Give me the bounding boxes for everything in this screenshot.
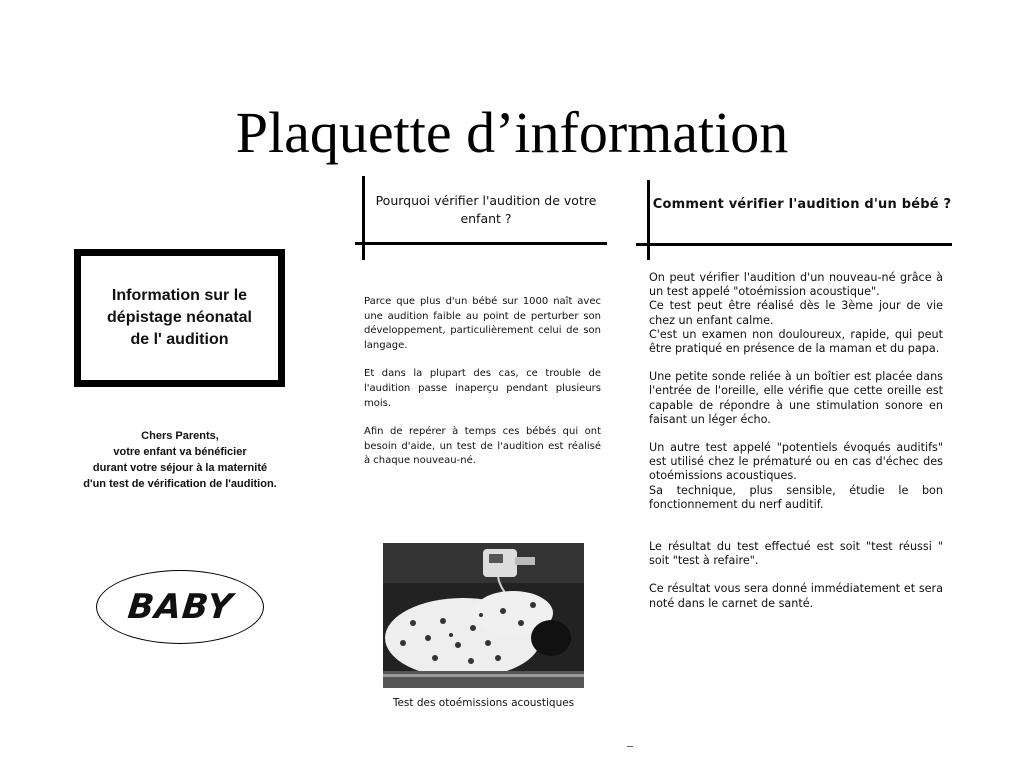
right-paragraph: Ce résultat vous sera donné immédiatement et sera noté dans le carnet de santé. — [649, 582, 943, 610]
info-box-text: Information sur le dépistage néonatal de l' audition — [107, 287, 252, 348]
slide-title: Plaquette d’information — [235, 100, 789, 165]
middle-paragraph: Parce que plus d'un bébé sur 1000 naît avec une audition faible au point de perturber son développement, particulièrement celui de son langage. — [364, 296, 601, 351]
right-paragraph: Une petite sonde reliée à un boîtier est placée dans l'entrée de l'oreille, elle vérifie que cette oreille est capable de répondre à une stimulation sonore en faisant un léger écho. — [649, 370, 943, 426]
right-heading-vertical-rule — [647, 180, 650, 260]
baby-logo — [96, 570, 264, 644]
info-box — [74, 249, 285, 387]
middle-paragraph: Et dans la plupart des cas, ce trouble de l'audition passe inaperçu pendant plusieurs mois. — [364, 368, 601, 409]
scan-mark — [627, 746, 633, 747]
middle-heading-vertical-rule — [362, 176, 365, 260]
photo-caption: Test des otoémissions acoustiques — [392, 697, 575, 709]
right-paragraph: Un autre test appelé "potentiels évoqués auditifs" est utilisé chez le prématuré ou en cas d'échec des otoémissions acoustiques. Sa technique, plus sensible, étudie le bon fonctionnement du nerf auditif. — [649, 441, 943, 511]
right-heading-horizontal-rule — [636, 243, 952, 246]
middle-body — [364, 295, 601, 483]
baby-logo-text: BABY — [125, 587, 235, 627]
right-paragraph: Le résultat du test effectué est soit "test réussi " soit "test à refaire". — [649, 540, 943, 568]
parents-greeting: Chers Parents, votre enfant va bénéficier durant votre séjour à la maternité d'un test de vérification de l'audition. — [83, 430, 277, 490]
right-heading: Comment vérifier l'audition d'un bébé ? — [652, 197, 952, 212]
right-paragraph: On peut vérifier l'audition d'un nouveau-né grâce à un test appelé "otoémission acoustique". Ce test peut être réalisé dès le 3ème jour de vie chez un enfant calme. C'est un examen non douloureux, rapide, qui peut être pratiqué en présence de la maman et du papa. — [649, 271, 943, 356]
middle-paragraph: Afin de repérer à temps ces bébés qui ont besoin d'aide, un test de l'audition est réalisé à chaque nouveau-né. — [364, 426, 601, 467]
right-body — [649, 271, 943, 625]
photo-illustration — [383, 543, 584, 688]
baby-hearing-test-photo — [383, 543, 584, 688]
middle-heading: Pourquoi vérifier l'audition de votre enfant ? — [375, 193, 597, 226]
middle-heading-horizontal-rule — [355, 242, 607, 245]
